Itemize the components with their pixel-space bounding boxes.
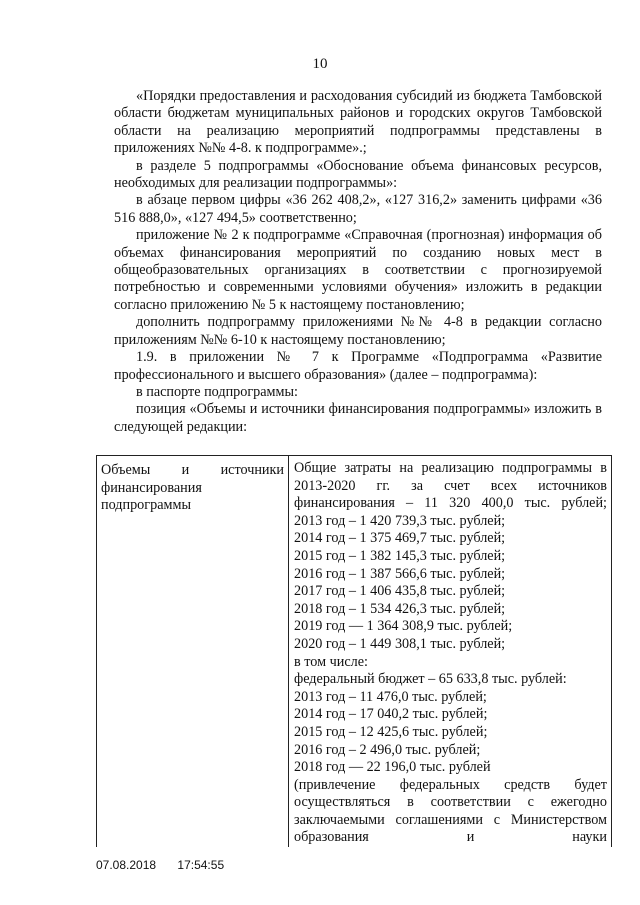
table-left-cell-text: Объемы и источники финансирования подпрограммы: [101, 462, 284, 514]
table-right-line: 2015 год – 12 425,6 тыс. рублей;: [294, 723, 488, 740]
table-right-line: 2016 год – 2 496,0 тыс. рублей;: [294, 741, 481, 758]
table-right-line: 2019 год — 1 364 308,9 тыс. рублей;: [294, 618, 513, 635]
table-right-line: 2018 год — 22 196,0 тыс. рублей: [294, 759, 491, 776]
table-right-cell: [290, 456, 611, 847]
table-right-line: 2015 год – 1 382 145,3 тыс. рублей;: [294, 547, 506, 564]
table-left-cell: [97, 456, 289, 847]
table-right-line: 2013 год – 11 476,0 тыс. рублей;: [294, 688, 487, 705]
footer-timestamp: [96, 858, 242, 872]
body-text: [114, 88, 602, 436]
page-number: 10: [312, 56, 328, 72]
table-right-line: 2016 год – 1 387 566,6 тыс. рублей;: [294, 565, 506, 582]
table-right-tail: (привлечение федеральных средств будет осуществляться в соответствии с ежегодно заключаемыми соглашениями с Министерством образования и науки: [294, 776, 607, 846]
footer-time: 17:54:55: [177, 858, 225, 872]
table-right-line: федеральный бюджет – 65 633,8 тыс. рублей:: [294, 671, 567, 688]
paragraph-8: позиция «Объемы и источники финансирования подпрограммы» изложить в следующей редакции:: [114, 401, 602, 435]
table-right-line: 2018 год – 1 534 426,3 тыс. рублей;: [294, 600, 506, 617]
paragraph-5: дополнить подпрограмму приложениями №№ 4-8 в редакции согласно приложениям №№ 6-10 к настоящему постановлению;: [114, 314, 602, 348]
table-right-line: 2014 год – 17 040,2 тыс. рублей;: [294, 706, 488, 723]
table-right-line: 2020 год – 1 449 308,1 тыс. рублей;: [294, 635, 506, 652]
paragraph-3: в абзаце первом цифры «36 262 408,2», «127 316,2» заменить цифрами «36 516 888,0», «127 494,5» соответственно;: [114, 192, 602, 226]
table-right-line: в том числе:: [294, 653, 368, 670]
paragraph-7: в паспорте подпрограммы:: [136, 383, 298, 400]
financing-table: [96, 455, 612, 847]
paragraph-4: приложение № 2 к подпрограмме «Справочная (прогнозная) информация об объемах финансирования мероприятий по созданию новых мест в общеобразовательных организациях в соответствии с прогнозируемой потребностью и современными условиями обучения» изложить в редакции согласно приложению № 5 к настоящему постановлению;: [114, 227, 602, 313]
table-right-line: 2014 год – 1 375 469,7 тыс. рублей;: [294, 530, 506, 547]
paragraph-6: 1.9. в приложении № 7 к Программе «Подпрограмма «Развитие профессионального и высшего образования» (далее – подпрограмма):: [114, 349, 602, 383]
table-right-intro: Общие затраты на реализацию подпрограммы в 2013-2020 гг. за счет всех источников финансирования – 11 320 400,0 тыс. рублей;: [294, 460, 607, 512]
paragraph-2: в разделе 5 подпрограммы «Обоснование объема финансовых ресурсов, необходимых для реализации подпрограммы»:: [114, 157, 602, 192]
footer-date: 07.08.2018: [96, 858, 157, 872]
paragraph-1: «Порядки предоставления и расходования субсидий из бюджета Тамбовской области бюджетам муниципальных районов и городских округов Тамбовской области на реализацию мероприятий подпрограммы представлены в приложениях №№ 4-8. к подпрограмме».;: [114, 88, 602, 157]
table-right-line: 2013 год – 1 420 739,3 тыс. рублей;: [294, 512, 506, 529]
table-right-line: 2017 год – 1 406 435,8 тыс. рублей;: [294, 583, 506, 600]
